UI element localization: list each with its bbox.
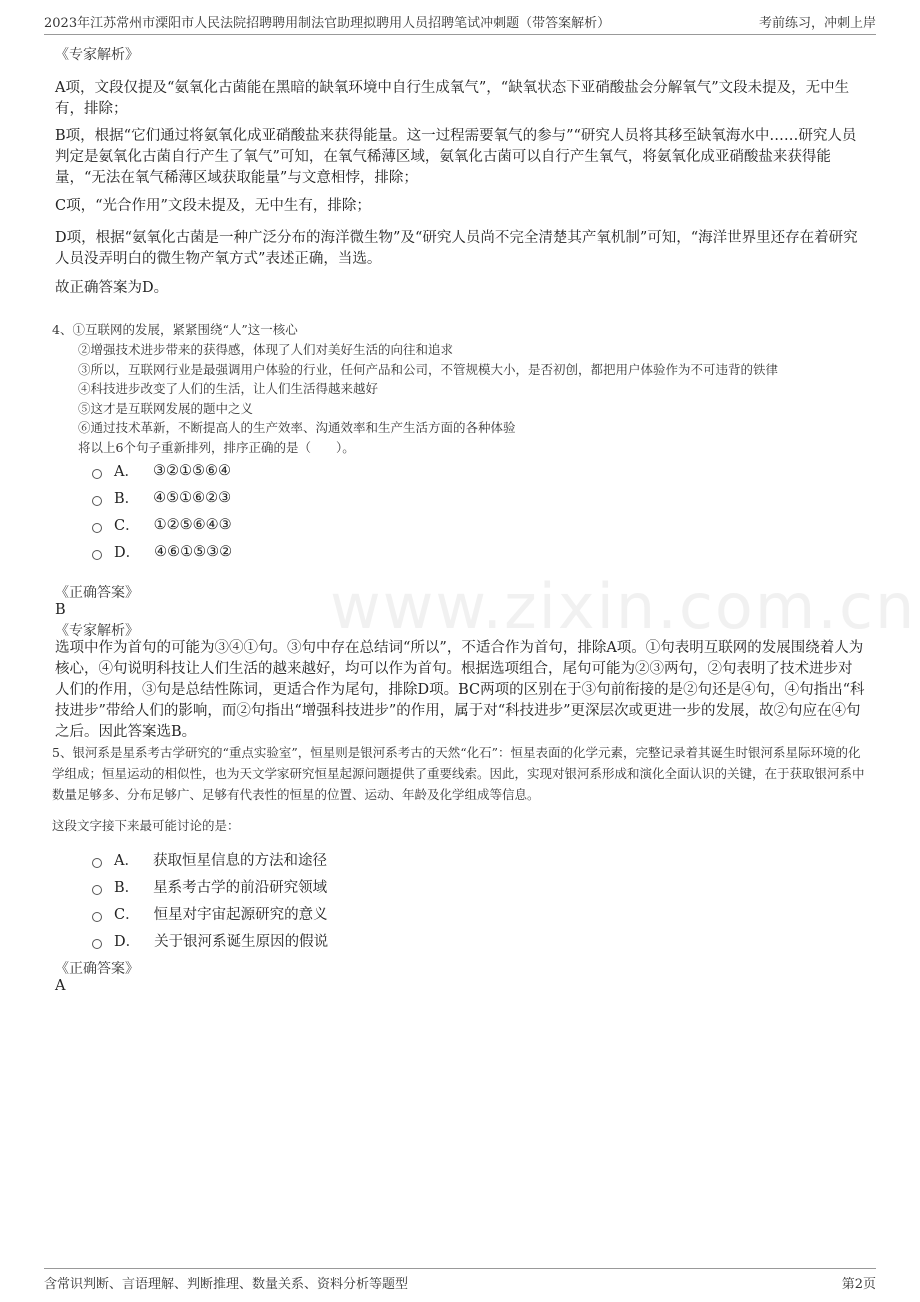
radio-icon[interactable]: [92, 523, 102, 533]
q4-sentence-5: ⑤这才是互联网发展的题中之义: [78, 400, 254, 416]
radio-icon[interactable]: [92, 939, 102, 949]
q5-option-a[interactable]: A． 获取恒星信息的方法和途径: [92, 846, 592, 873]
header-slogan: 考前练习，冲刺上岸: [758, 16, 876, 31]
q5-answer: A: [55, 978, 66, 994]
q4-sentence-2: ②增强技术进步带来的获得感，体现了人们对美好生活的向往和追求: [78, 342, 454, 357]
q4-sentence-4: ④科技进步改变了人们的生活，让人们生活得越来越好: [78, 381, 379, 396]
radio-icon[interactable]: [92, 885, 102, 895]
q4-answer: B: [55, 602, 66, 618]
q4-option-a[interactable]: A． ③②①⑤⑥④: [92, 457, 592, 484]
q3-analysis-c: C项，“光合作用”文段未提及，无中生有，排除；: [55, 198, 371, 214]
q5-stem: 5、银河系是星系考古学研究的“重点实验室”，恒星则是银河系考古的天然“化石”：恒星表面的化学元素，完整记录着其诞生时银河系星际环境的化学组成；恒星运动的相似性，也为天文学家研究恒星起源问题提供了重要线索。因此，实现对银河系形成和演化全面认识的关键，在于获取银河系中数量足够多、分布足够广、足够有代表性的恒星的位置、运动、年龄及化学组成等信息。: [52, 745, 865, 802]
q4-option-b[interactable]: B． ④⑤①⑥②③: [92, 484, 592, 511]
q3-conclusion: 故正确答案为D。: [55, 280, 169, 296]
q4-sentence-3: ③所以，互联网行业是最强调用户体验的行业，任何产品和公司，不管规模大小，是否初创，都把用户体验作为不可违背的铁律: [78, 361, 779, 377]
q4-option-d[interactable]: D． ④⑥①⑤③②: [92, 538, 592, 565]
radio-icon[interactable]: [92, 912, 102, 922]
q4-option-c[interactable]: C． ①②⑤⑥④③: [92, 511, 592, 538]
page-footer: [44, 1268, 876, 1293]
radio-icon[interactable]: [92, 496, 102, 506]
q4-first-line: 4、①互联网的发展，紧紧围绕“人”这一核心: [52, 322, 298, 337]
q4-question: 将以上6个句子重新排列，排序正确的是（ ）。: [78, 439, 355, 455]
q4-sentence-6: ⑥通过技术革新，不断提高人的生产效率、沟通效率和生产生活方面的各种体验: [78, 420, 516, 435]
q3-analysis-b: B项，根据“它们通过将氨氧化成亚硝酸盐来获得能量。这一过程需要氧气的参与”“研究人员将其移至缺氧海水中……研究人员判定是氨氧化古菌自行产生了氧气”可知，在氧气稀薄区域，氨氧化古菌可以自行产生氧气，将氨氧化成亚硝酸盐来获得能量，“无法在氧气稀薄区域获取能量”与文意相悖，排除；: [55, 128, 857, 186]
page-header: [44, 12, 876, 35]
q5-question: 这段文字接下来最可能讨论的是：: [52, 818, 240, 833]
footer-text: 含常识判断、言语理解、判断推理、数量关系、资料分析等题型: [44, 1277, 409, 1292]
watermark: www.zixin.com.cn: [330, 570, 917, 643]
q3-analysis-d: D项，根据“氨氧化古菌是一种广泛分布的海洋微生物”及“研究人员尚不完全清楚其产氧机制”可知，“海洋世界里还存在着研究人员没弄明白的微生物产氧方式”表述正确，当选。: [55, 230, 858, 267]
q5-answer-tag: 《正确答案》: [55, 961, 139, 977]
q5-option-c[interactable]: C． 恒星对宇宙起源研究的意义: [92, 900, 592, 927]
radio-icon[interactable]: [92, 858, 102, 868]
q5-options: [92, 846, 592, 954]
q4-options: [92, 457, 592, 565]
page-number: 第2页: [841, 1277, 876, 1292]
radio-icon[interactable]: [92, 469, 102, 479]
q4-analysis-tag: 《专家解析》: [55, 623, 139, 639]
radio-icon[interactable]: [92, 550, 102, 560]
q4-answer-tag: 《正确答案》: [55, 585, 139, 601]
q3-analysis-tag: 《专家解析》: [55, 47, 139, 63]
document-title: 2023年江苏常州市溧阳市人民法院招聘聘用制法官助理拟聘用人员招聘笔试冲刺题（带答案解析）: [44, 16, 611, 31]
q5-option-d[interactable]: D． 关于银河系诞生原因的假说: [92, 927, 592, 954]
q4-analysis: 选项中作为首句的可能为③④①句。③句中存在总结词“所以”，不适合作为首句，排除A项。①句表明互联网的发展围绕着人为核心，④句说明科技让人们生活的越来越好，均可以作为首句。根据选项组合，尾句可能为②③两句，②句表明了技术进步对人们的作用，③句是总结性陈词，更适合作为尾句，排除D项。BC两项的区别在于③句前衔接的是②句还是④句，④句指出“科技进步”带给人们的影响，而②句指出“增强科技进步”的作用，属于对“科技进步”更深层次或更进一步的发展，故②句应在④句之后。因此答案选B。: [55, 640, 865, 740]
q3-analysis-a: A项，文段仅提及“氨氧化古菌能在黑暗的缺氧环境中自行生成氧气”，“缺氧状态下亚硝酸盐会分解氧气”文段未提及，无中生有，排除；: [55, 80, 850, 117]
q4-sentences: [78, 340, 868, 457]
q5-option-b[interactable]: B． 星系考古学的前沿研究领域: [92, 873, 592, 900]
